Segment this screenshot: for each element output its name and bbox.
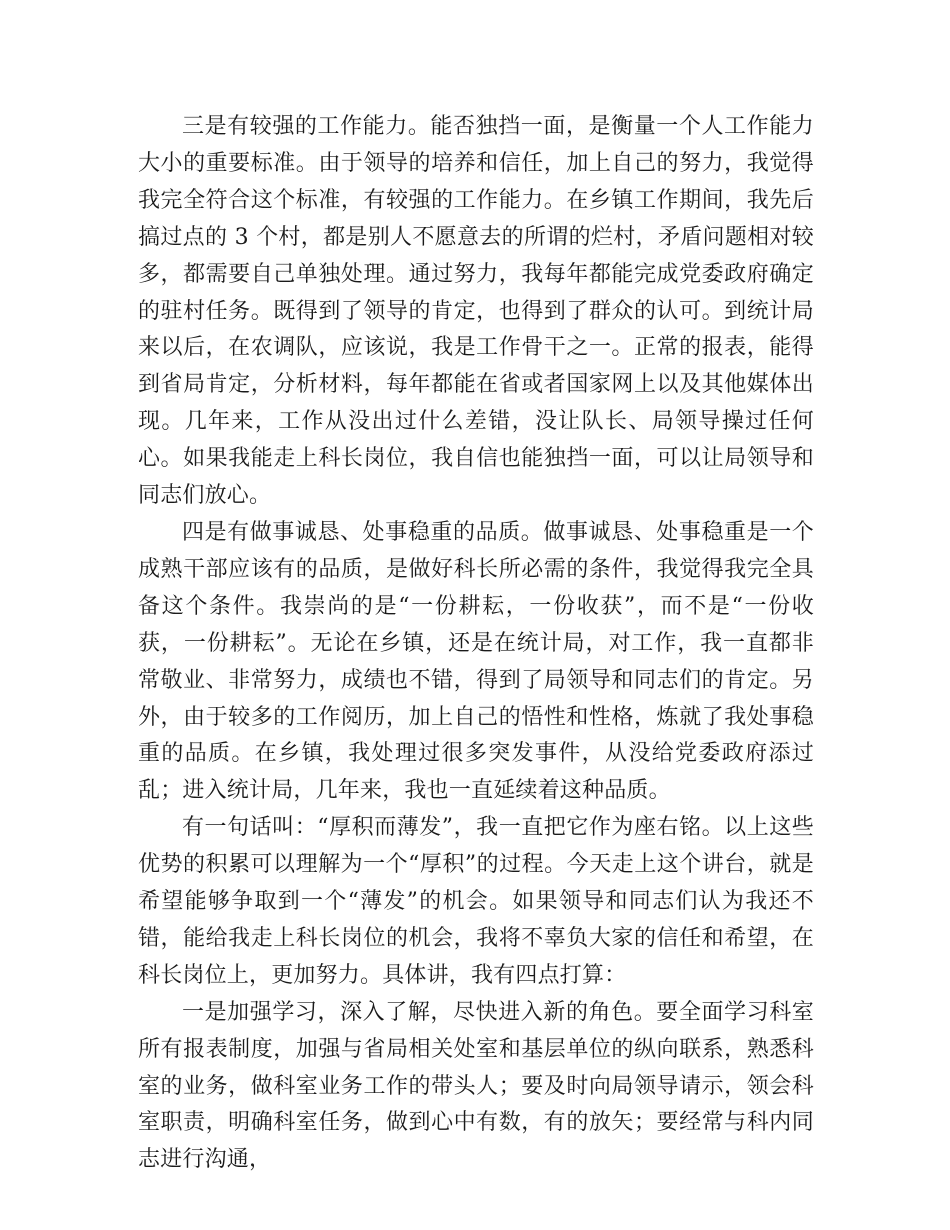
paragraph-motto: 有一句话叫：“厚积而薄发”，我一直把它作为座右铭。以上这些优势的积累可以理解为一个“厚积”的过程。今天走上这个讲台，就是希望能够争取到一个“薄发”的机会。如果领导和同志们认为我还不错，能给我走上科长岗位的机会，我将不辜负大家的信任和希望，在科长岗位上，更加努力。具体讲，我有四点打算： xyxy=(138,815,814,988)
paragraph-plan-study: 一是加强学习，深入了解，尽快进入新的角色。要全面学习科室所有报表制度，加强与省局相关处室和基层单位的纵向联系，熟悉科室的业务，做科室业务工作的带头人；要及时向局领导请示，领会科室职责，明确科室任务，做到心中有数，有的放矢；要经常与科内同志进行沟通， xyxy=(138,999,814,1173)
paragraph-work-ability: 三是有较强的工作能力。能否独挡一面，是衡量一个人工作能力大小的重要标准。由于领导的培养和信任，加上自己的努力，我觉得我完全符合这个标准，有较强的工作能力。在乡镇工作期间，我先后搞过点的 3 个村，都是别人不愿意去的所谓的烂村，矛盾问题相对较多，都需要自己单独处理。通过努力，我每年都能完成党委政府确定的驻村任务。既得到了领导的肯定，也得到了群众的认可。到统计局来以后，在农调队，应该说，我是工作骨干之一。正常的报表，能得到省局肯定，分析材料，每年都能在省或者国家网上以及其他媒体出现。几年来，工作从没出过什么差错，没让队长、局领导操过任何心。如果我能走上科长岗位，我自信也能独挡一面，可以让局领导和同志们放心。 xyxy=(138,114,814,509)
paragraph-character: 四是有做事诚恳、处事稳重的品质。做事诚恳、处事稳重是一个成熟干部应该有的品质，是做好科长所必需的条件，我觉得我完全具备这个条件。我崇尚的是“一份耕耘，一份收获”，而不是“一份收获，一份耕耘”。无论在乡镇，还是在统计局，对工作，我一直都非常敬业、非常努力，成绩也不错，得到了局领导和同志们的肯定。另外，由于较多的工作阅历，加上自己的悟性和性格，炼就了我处事稳重的品质。在乡镇，我处理过很多突发事件，从没给党委政府添过乱；进入统计局，几年来，我也一直延续着这种品质。 xyxy=(138,519,814,804)
document-body xyxy=(138,109,814,1179)
